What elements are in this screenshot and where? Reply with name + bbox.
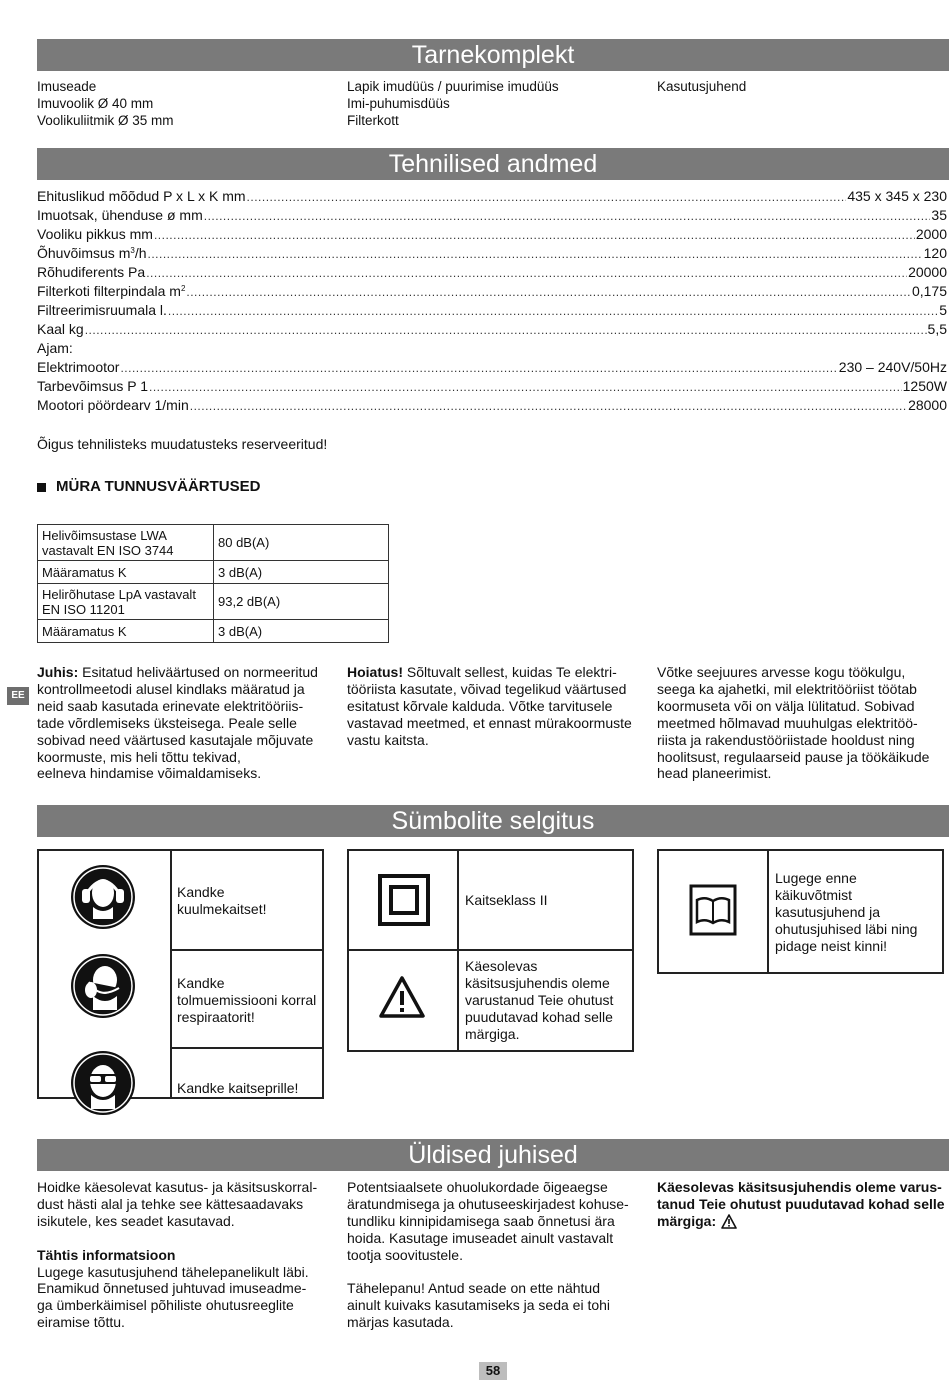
safety-goggles-icon	[69, 1049, 137, 1117]
delivery-col-1	[37, 79, 174, 129]
spec-value: 1250W	[902, 378, 947, 394]
spec-value: 5,5	[927, 321, 947, 337]
symbol-text: Kandke tolmuemissiooni korral respiraatorit!	[177, 975, 317, 1025]
section-title-uldised-juhised: Üldised juhised	[37, 1139, 949, 1171]
delivery-item: Lapik imudüüs / puurimise imudüüs	[347, 79, 559, 94]
spec-row	[37, 282, 947, 301]
spec-row	[37, 187, 947, 206]
spec-label: Filtreerimisruumala l.	[37, 302, 167, 318]
page-number: 58	[479, 1362, 507, 1380]
spec-value: 5	[939, 302, 947, 318]
ear-protection-icon	[69, 863, 137, 931]
spec-row	[37, 301, 947, 320]
spec-label: Imuotsak, ühenduse ø mm	[37, 207, 203, 223]
spec-value: 2000	[915, 226, 947, 242]
delivery-col-3	[657, 79, 746, 96]
delivery-item: Imuvoolik Ø 40 mm	[37, 95, 154, 111]
spec-value: 28000	[908, 397, 947, 413]
important-info-heading: Tähtis informatsioon	[37, 1246, 176, 1263]
spec-label: Elektrimootor	[37, 359, 120, 375]
spec-label: Vooliku pikkus mm	[37, 226, 153, 242]
spec-list	[37, 187, 947, 415]
general-col-2: Potentsiaalsete ohuolukordade õigeaegse äratundmisega ja ohutuseeskirjadest kohuse- tundliku kinnipidamisega saab õnnetusi ära hoida. Kasutage imuseadet ainult vastavalt tootja soovitustele. Tähelepanu! Antud seade on ette nähtud ainult kuivaks kasutamiseks ja seda ei tohi märjas kasutada.	[347, 1179, 629, 1331]
spec-row	[37, 320, 947, 339]
spec-row	[37, 358, 947, 377]
hoiatus-paragraph: Hoiatus! Sõltuvalt sellest, kuidas Te elektri- tööriista kasutate, võivad tegelikud väärtused esitatust kõrvale kalduda. Võtke tarvitusele vastavad meetmed, et ennast mürakoormuste vastu kaitsta.	[347, 664, 632, 748]
spec-label: Ehituslikud mõõdud P x L x K mm	[37, 188, 246, 204]
spec-label: Õhuvõimsus $m^3/h$	[37, 245, 147, 261]
spec-label: Mootori pöördearv 1/min	[37, 397, 189, 413]
language-tab: EE	[7, 687, 29, 705]
spec-value: 35	[931, 207, 947, 223]
table-cell: 3 dB(A)	[214, 620, 389, 643]
symbol-text: Lugege enne käikuvõtmist kasutusjuhend ja ohutusjuhised läbi ning pidage neist kinni!	[775, 870, 918, 954]
symbol-text: Kandke kaitseprille!	[177, 1080, 299, 1096]
manual-book-icon	[689, 884, 737, 936]
spec-value: 230 – 240V/50Hz	[838, 359, 947, 375]
spec-row	[37, 263, 947, 282]
spec-label: Tarbevõimsus P 1	[37, 378, 149, 394]
square-bullet-icon	[37, 483, 46, 492]
table-cell: 80 dB(A)	[214, 525, 389, 561]
delivery-item: Kasutusjuhend	[657, 79, 747, 94]
table-cell: Helirõhutase LpA vastavalt EN ISO 11201	[38, 584, 214, 620]
table-row	[38, 561, 389, 584]
section-title-tehnilised-andmed: Tehnilised andmed	[37, 148, 949, 180]
spec-row	[37, 377, 947, 396]
delivery-item: Imuseade	[37, 79, 97, 94]
technical-changes-note: Õigus tehnilisteks muudatusteks reserveeritud!	[37, 436, 328, 452]
spec-label: Rõhudiferents Pa	[37, 264, 146, 280]
juhis-paragraph: Juhis: Esitatud heliväärtused on normeeritud kontrollmeetodi alusel kindlaks määratud ja neid saab kasutada erinevate elektritööriis- tade võrdlemiseks üksteisega. Peale selle sobivad need väärtused kasutajale mõjuvate koormuste, mis heli tõttu tekivad, eelneva hindamise võimaldamiseks.	[37, 664, 318, 782]
table-row	[38, 525, 389, 561]
symbol-text: Kandke kuulmekaitset!	[177, 884, 267, 917]
respirator-icon	[69, 952, 137, 1020]
delivery-col-2	[347, 79, 559, 129]
spec-label: Ajam:	[37, 340, 73, 356]
table-cell: Helivõimsustase LWA vastavalt EN ISO 3744	[38, 525, 214, 561]
table-cell: Määramatus K	[38, 561, 214, 584]
spec-value: 120	[923, 245, 947, 261]
table-row	[38, 620, 389, 643]
noise-values-table	[37, 524, 389, 643]
symbol-text: Käesolevas käsitsusjuhendis oleme varustanud Teie ohutust puudutavad kohad selle märgiga.	[465, 958, 614, 1042]
table-cell: 93,2 dB(A)	[214, 584, 389, 620]
general-col-1: Hoidke käesolevat kasutus- ja käsitsuskorral- dust hästi alal ja tehke see kättesaadavaks isikutele, kes seadet kasutavad. Tähtis informatsioon Lugege kasutusjuhend tähelepanelikult läbi. Enamikud õnnetused juhtuvad imuseadme- ga ümberkäimisel põhiliste ohutusreeglite eiramise tõttu.	[37, 1179, 318, 1331]
spec-row	[37, 244, 947, 263]
warning-triangle-icon	[378, 975, 426, 1019]
table-row	[38, 584, 389, 620]
spec-label: Kaal kg	[37, 321, 84, 337]
workflow-paragraph: Võtke seejuures arvesse kogu töökulgu, seega ka ajahetki, mil elektritööriist töötab koormuseta või on välja lülitatud. Sobivad meetmed hõlmavad muuhulgas elektritöö- riista ja rakendustööriistade hooldust ning hoolitsust, regulaarseid pause ja töökäikude head planeerimist.	[657, 664, 930, 782]
spec-row	[37, 225, 947, 244]
spec-row	[37, 206, 947, 225]
symbol-text: Kaitseklass II	[465, 892, 548, 908]
spec-row	[37, 339, 947, 358]
warning-triangle-icon	[721, 1214, 737, 1229]
spec-value: 435 x 345 x 230	[847, 188, 947, 204]
delivery-item: Filterkott	[347, 112, 399, 128]
protection-class-ii-icon	[378, 874, 430, 926]
spec-row	[37, 396, 947, 415]
spec-value: 20000	[908, 264, 947, 280]
general-col-3: Käesolevas käsitsusjuhendis oleme varus- tanud Teie ohutust puudutavad kohad selle märgiga:	[657, 1179, 945, 1229]
section-title-tarnekomplekt: Tarnekomplekt	[37, 39, 949, 71]
section-title-symbolite-selgitus: Sümbolite selgitus	[37, 805, 949, 837]
delivery-item: Imi-puhumisdüüs	[347, 95, 450, 111]
spec-value: 0,175	[911, 283, 947, 299]
table-cell: 3 dB(A)	[214, 561, 389, 584]
delivery-item: Voolikuliitmik Ø 35 mm	[37, 112, 174, 128]
table-cell: Määramatus K	[38, 620, 214, 643]
noise-values-heading: MÜRA TUNNUSVÄÄRTUSED	[37, 479, 260, 496]
spec-label: Filterkoti filterpindala $m^2$	[37, 283, 186, 299]
